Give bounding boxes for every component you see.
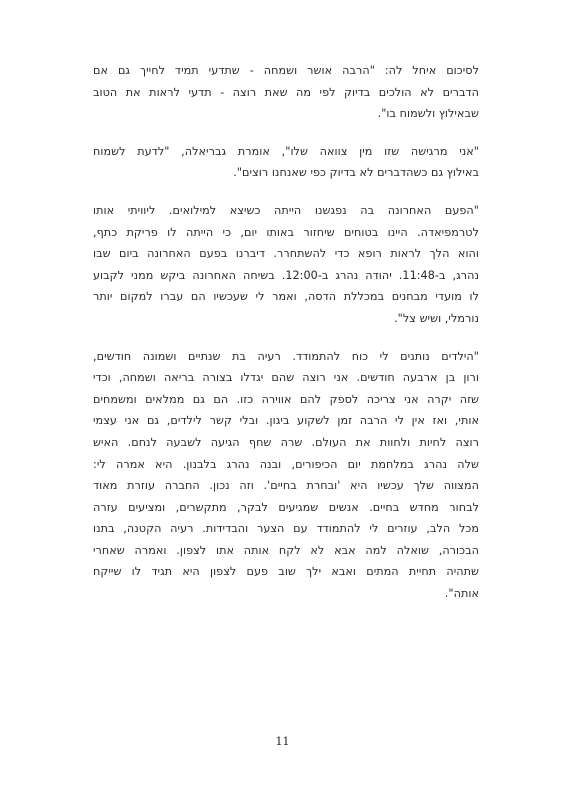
page-number: 11 (275, 735, 290, 748)
text-line: לבחור מחדש בחיים. אנשים שמגיעים לבקר, מתקשרים, ומציעים עזרה (93, 500, 479, 514)
text-line: שתהיה תחיית המתים ואבא ילך שוב פעם לצפון היא תגיד לו שייקח (93, 565, 479, 579)
text-line: שבאילוץ ולשמוח בו". (377, 107, 479, 121)
text-line: אותי, ואז אין לי הרבה זמן לשקוע ביגון. ובלי קשר לילדים, גם אני עצמי (93, 414, 479, 428)
text-line: רוצה לחיות ולחוות את העולם. שרה שחף הגיעה לשבעה לנחם. האיש (93, 435, 479, 449)
text-line: הבכורה, שואלה למה אבא לא לקח אותה אתו לצפון. ואמרה שאחרי (93, 543, 479, 557)
text-line: אותה". (444, 587, 479, 601)
text-line: לו מועדי מבחנים במכללת הדסה, ואמר לי שעכשיו הם עברו למקום יותר (93, 290, 479, 304)
paragraph-children (93, 346, 479, 605)
paragraph-quote-gabriela (93, 141, 479, 184)
text-line: המצווה שלך עכשיו היא 'ובחרת בחיים'. וזה נכון. החברה עוזרת מאוד (93, 479, 479, 493)
paragraph-last-meeting (93, 200, 479, 330)
text-line: לסיכום איחל לה: "הרבה אושר ושמחה - שתדעי תמיד לחייך גם אם (93, 64, 479, 77)
text-line: באילוץ גם כשהדברים לא בדיוק כפי שאנחנו רוצים". (233, 166, 479, 180)
text-line: ורון בן ארבעה חודשים. אני רוצה שהם יגדלו בצורה בריאה ושמחה, וכדי (93, 371, 479, 385)
paragraph-summary (93, 60, 479, 125)
text-line: מכל הלב, עוזרים לי להתמודד עם הצער והבדידות. רעיה הקטנה, בתנו (93, 522, 479, 536)
text-line: נהרג, ב-11:48. יהודה נהרג ב-12:00. בשיחה האחרונה ביקש ממני לקבוע (93, 268, 480, 282)
text-line: "הפעם האחרונה בה נפגשנו הייתה כשיצא למילואים. ליוויתי אותו (93, 203, 479, 217)
text-line: "אני מרגישה שזו מין צוואה שלו", אומרת גבריאלה, "לדעת לשמוח (93, 144, 479, 158)
body-text (93, 60, 479, 621)
text-line: "הילדים נותנים לי כוח להתמודד. רעיה בת שנתיים ושמונה חודשים, (93, 349, 479, 363)
text-line: והוא הלך לראות רופא כדי להשתחרר. דיברנו בפעם האחרונה ביום שבו (93, 247, 479, 261)
text-line: לטרמפיאדה. היינו בטוחים שיחזור באותו יום, כי הייתה לו פריקת כתף, (93, 225, 479, 239)
text-line: הדברים לא הולכים בדיוק לפי מה שאת רוצה - תדעי לראות את הטוב (93, 85, 479, 99)
text-line: שלה נהרג במלחמת יום הכיפורים, ובנה נהרג בלבנון. היא אמרה לי: (93, 457, 479, 471)
text-line: שזה יקרה אני צריכה לספק להם אווירה כזו. הם גם ממלאים ומשמחים (93, 392, 479, 406)
text-line: נורמלי, ושיש צל". (394, 311, 479, 325)
